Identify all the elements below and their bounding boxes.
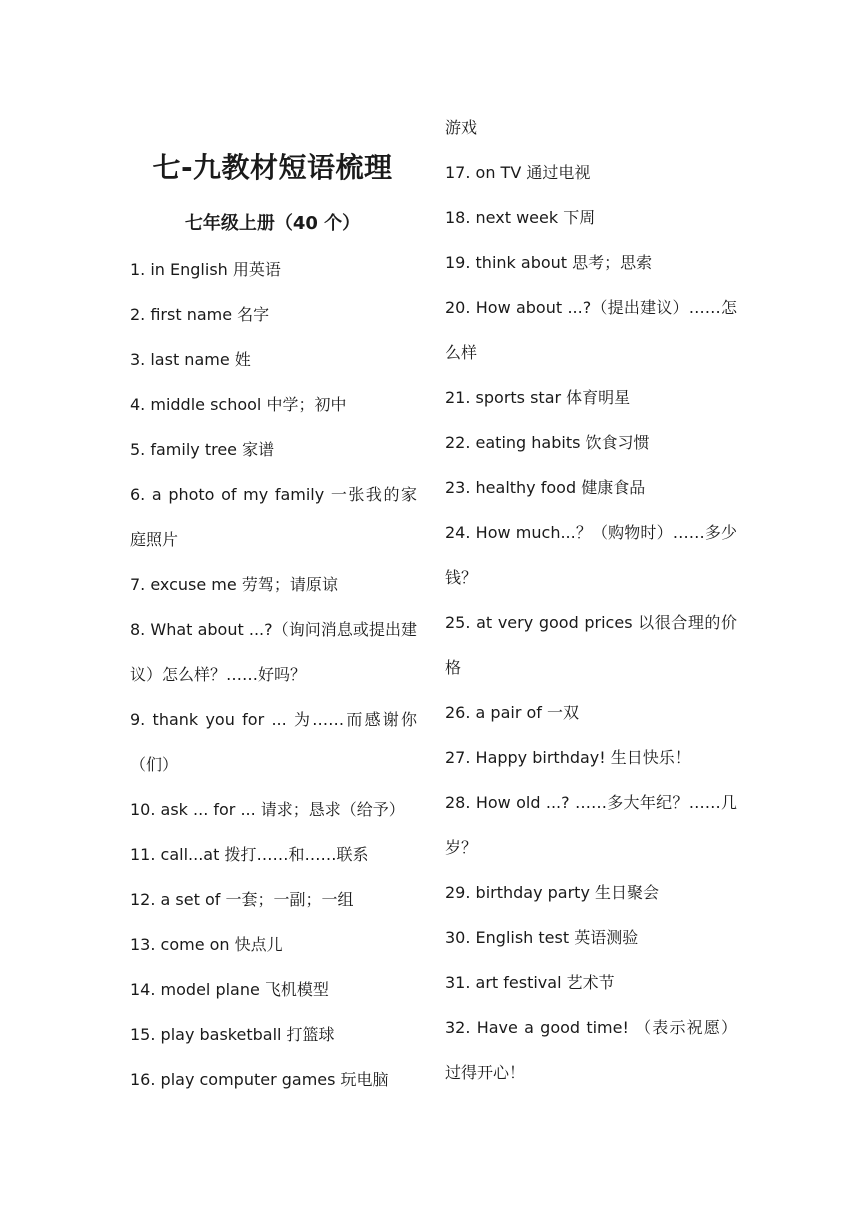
list-item: 18. next week 下周 xyxy=(445,208,596,227)
list-item: 1. in English 用英语 xyxy=(130,260,281,279)
list-item: 15. play basketball 打篮球 xyxy=(130,1025,335,1044)
list-item: 2. first name 名字 xyxy=(130,305,270,324)
phrase-list-right xyxy=(445,105,737,1095)
list-item: 22. eating habits 饮食习惯 xyxy=(445,433,650,452)
list-item: 20. How about ...?（提出建议）……怎么样 xyxy=(445,298,737,362)
list-item: 24. How much...？（购物时）……多少钱？ xyxy=(445,523,737,587)
list-item: 5. family tree 家谱 xyxy=(130,440,275,459)
list-item: 4. middle school 中学；初中 xyxy=(130,395,347,414)
list-item: 12. a set of 一套；一副；一组 xyxy=(130,890,354,909)
list-item: 28. How old ...? ……多大年纪？……几岁？ xyxy=(445,793,737,857)
list-item: 26. a pair of 一双 xyxy=(445,703,580,722)
list-item: 27. Happy birthday! 生日快乐！ xyxy=(445,748,691,767)
list-item: 6. a photo of my family 一张我的家庭照片 xyxy=(130,485,417,549)
list-item: 19. think about 思考；思索 xyxy=(445,253,653,272)
list-item: 9. thank you for ... 为……而感谢你（们） xyxy=(130,710,417,774)
list-item: 7. excuse me 劳驾；请原谅 xyxy=(130,575,338,594)
list-item: 25. at very good prices 以很合理的价格 xyxy=(445,613,737,677)
list-item: 3. last name 姓 xyxy=(130,350,251,369)
section-heading: 七年级上册（40 个） xyxy=(184,213,361,234)
list-item: 30. English test 英语测验 xyxy=(445,928,639,947)
list-item: 17. on TV 通过电视 xyxy=(445,163,591,182)
page-title: 七-九教材短语梳理 xyxy=(152,151,393,184)
list-item: 21. sports star 体育明星 xyxy=(445,388,631,407)
list-item: 13. come on 快点儿 xyxy=(130,935,283,954)
list-item: 14. model plane 飞机模型 xyxy=(130,980,329,999)
list-item: 16. play computer games 玩电脑 xyxy=(130,1070,389,1089)
list-item: 8. What about ...?（询问消息或提出建议）怎么样？……好吗？ xyxy=(130,620,417,684)
list-item: 31. art festival 艺术节 xyxy=(445,973,615,992)
phrase-list-left xyxy=(130,247,417,1102)
list-item: 29. birthday party 生日聚会 xyxy=(445,883,660,902)
list-item: 32. Have a good time! （表示祝愿）过得开心！ xyxy=(445,1018,737,1082)
list-item: 10. ask ... for ... 请求；恳求（给予） xyxy=(130,800,405,819)
list-item: 23. healthy food 健康食品 xyxy=(445,478,646,497)
list-item: 游戏 xyxy=(445,118,478,137)
list-item: 11. call...at 拨打……和……联系 xyxy=(130,845,369,864)
